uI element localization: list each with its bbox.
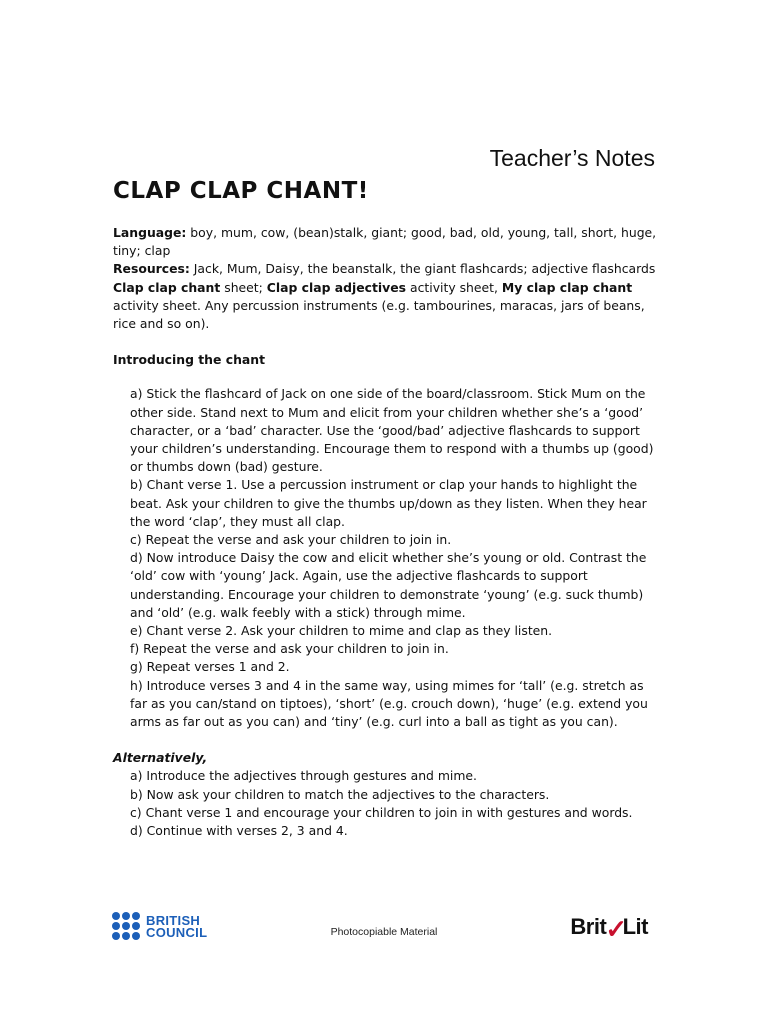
resources-text-4: activity sheet. Any percussion instruments (e.g. tambourines, maracas, jars of beans, rice and so on). xyxy=(113,297,645,332)
language-label: Language: xyxy=(113,225,187,240)
alternative-step: b) Now ask your children to match the adjectives to the characters. xyxy=(130,786,550,802)
resources-bold-1: Clap clap chant xyxy=(113,279,221,295)
check-icon: ✓ xyxy=(605,914,627,944)
intro-steps xyxy=(113,385,658,731)
alternative-step: c) Chant verse 1 and encourage your children to join in with gestures and words. xyxy=(130,804,633,820)
alternatively-steps xyxy=(113,767,658,840)
notes-body xyxy=(113,224,658,840)
resources-text-3: activity sheet, xyxy=(406,279,502,295)
intro-step: e) Chant verse 2. Ask your children to mime and clap as they listen. xyxy=(130,623,553,639)
intro-step: g) Repeat verses 1 and 2. xyxy=(130,659,290,675)
intro-step: b) Chant verse 1. Use a percussion instrument or clap your hands to highlight the beat. Ask your children to give the thumbs up/down as they listen. When they hear the word ‘clap’, they must all clap. xyxy=(130,477,647,529)
resources-bold-2: Clap clap adjectives xyxy=(266,279,407,295)
resources-paragraph xyxy=(113,260,658,333)
britlit-lit: Lit xyxy=(622,914,648,939)
intro-step: d) Now introduce Daisy the cow and elicit whether she’s young or old. Contrast the ‘old’ cow with ‘young’ Jack. Again, use the adjective flashcards to support understanding. Encourage your children to demonstrate ‘young’ (e.g. suck thumb) and ‘old’ (e.g. walk feebly with a stick) through mime. xyxy=(130,550,647,620)
resources-text-1: Jack, Mum, Daisy, the beanstalk, the giant flashcards; adjective flashcards xyxy=(189,261,656,277)
intro-step: c) Repeat the verse and ask your children to join in. xyxy=(130,532,452,548)
page-title: CLAP CLAP CHANT! xyxy=(113,178,369,204)
language-text: boy, mum, cow, (bean)stalk, giant; good, bad, old, young, tall, short, huge, tiny; clap xyxy=(113,225,657,259)
resources-label: Resources: xyxy=(113,261,190,277)
alternative-step: a) Introduce the adjectives through gestures and mime. xyxy=(130,768,477,784)
alternatively-heading: Alternatively, xyxy=(113,750,208,766)
intro-step: h) Introduce verses 3 and 4 in the same way, using mimes for ‘tall’ (e.g. stretch as far as you can/stand on tiptoes), ‘short’ (e.g. crouch down), ‘huge’ (e.g. extend you arms as far out as you can) and ‘tiny’ (e.g. curl into a ball as tight as you can). xyxy=(130,677,648,730)
resources-bold-3: My clap clap chant xyxy=(501,279,633,295)
bc-line-2: COUNCIL xyxy=(146,925,208,940)
intro-step: f) Repeat the verse and ask your children to join in. xyxy=(130,641,449,657)
intro-heading: Introducing the chant xyxy=(113,352,265,368)
page-header: Teacher’s Notes xyxy=(489,145,655,171)
intro-step: a) Stick the flashcard of Jack on one side of the board/classroom. Stick Mum on the other side. Stand next to Mum and elicit from your children whether she’s a ‘good’ character, or a ‘bad’ character. Use the ‘good/bad’ adjective flashcards to support your children’s understanding. Encourage them to respond with a thumbs up (good) or thumbs down (bad) gesture. xyxy=(130,386,654,475)
resources-text-2: sheet; xyxy=(220,279,267,295)
bc-line-1: BRITISH xyxy=(146,912,201,928)
britlit-logo xyxy=(570,910,648,944)
alternative-step: d) Continue with verses 2, 3 and 4. xyxy=(130,823,348,839)
photocopiable-note: Photocopiable Material xyxy=(330,926,438,938)
britlit-brit: Brit xyxy=(570,914,607,939)
language-paragraph xyxy=(113,224,658,260)
